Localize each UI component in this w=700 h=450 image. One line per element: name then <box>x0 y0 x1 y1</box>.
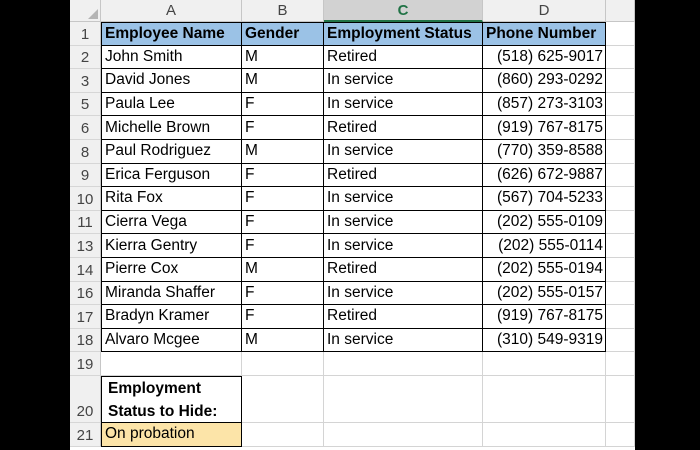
empty-cell[interactable] <box>606 305 635 329</box>
empty-cell[interactable] <box>483 423 606 447</box>
employment-status-cell[interactable]: Retired <box>324 116 483 140</box>
employment-status-cell[interactable]: In service <box>324 69 483 93</box>
empty-cell[interactable] <box>242 423 324 447</box>
row-header[interactable]: 11 <box>70 211 101 235</box>
table-row <box>70 211 635 235</box>
employee-name-cell[interactable]: Rita Fox <box>101 187 242 211</box>
row-header[interactable]: 3 <box>70 69 101 93</box>
employee-name-cell[interactable]: David Jones <box>101 69 242 93</box>
table-row <box>70 329 635 353</box>
gender-header[interactable]: Gender <box>242 22 324 46</box>
empty-cell[interactable] <box>606 376 635 423</box>
employee-name-cell[interactable]: Kierra Gentry <box>101 234 242 258</box>
empty-cell[interactable] <box>606 22 635 46</box>
grid-rows <box>70 22 635 447</box>
column-header-e[interactable] <box>606 0 635 22</box>
phone-number-cell[interactable]: (310) 549-9319 <box>483 329 606 353</box>
employee-name-cell[interactable]: Paul Rodriguez <box>101 140 242 164</box>
spreadsheet <box>70 0 635 450</box>
table-row <box>70 93 635 117</box>
employment-status-cell[interactable]: In service <box>324 187 483 211</box>
employee-name-cell[interactable]: Bradyn Kramer <box>101 305 242 329</box>
status-to-hide-input[interactable]: On probation <box>101 423 242 447</box>
employee-name-cell[interactable]: Michelle Brown <box>101 116 242 140</box>
table-row <box>70 69 635 93</box>
employee-name-header[interactable]: Employee Name <box>101 22 242 46</box>
empty-cell[interactable] <box>606 258 635 282</box>
table-row <box>70 22 635 46</box>
empty-cell[interactable] <box>606 282 635 306</box>
gender-cell[interactable]: M <box>242 46 324 70</box>
table-row <box>70 258 635 282</box>
employment-status-cell[interactable]: Retired <box>324 258 483 282</box>
filter-label-line-2: Status to Hide: <box>108 402 218 420</box>
empty-cell[interactable] <box>101 352 242 376</box>
row-header[interactable]: 14 <box>70 258 101 282</box>
row-header[interactable]: 8 <box>70 140 101 164</box>
empty-cell[interactable] <box>483 352 606 376</box>
employee-name-cell[interactable]: Alvaro Mcgee <box>101 329 242 353</box>
empty-cell[interactable] <box>606 423 635 447</box>
table-row <box>70 46 635 70</box>
employee-name-cell[interactable]: Paula Lee <box>101 93 242 117</box>
row-header[interactable]: 2 <box>70 46 101 70</box>
column-header-b[interactable]: B <box>242 0 324 22</box>
gender-cell[interactable]: M <box>242 329 324 353</box>
phone-number-cell[interactable]: (919) 767-8175 <box>483 305 606 329</box>
phone-number-cell[interactable]: (857) 273-3103 <box>483 93 606 117</box>
employment-status-cell[interactable]: Retired <box>324 305 483 329</box>
phone-number-cell[interactable]: (202) 555-0194 <box>483 258 606 282</box>
select-all-corner[interactable] <box>70 0 101 22</box>
employment-status-cell[interactable]: In service <box>324 211 483 235</box>
phone-number-cell[interactable]: (202) 555-0109 <box>483 211 606 235</box>
employment-status-cell[interactable]: In service <box>324 329 483 353</box>
empty-cell[interactable] <box>606 352 635 376</box>
empty-cell[interactable] <box>606 116 635 140</box>
row-header[interactable]: 9 <box>70 164 101 188</box>
employment-status-cell[interactable]: Retired <box>324 164 483 188</box>
row-header[interactable]: 1 <box>70 22 101 46</box>
gender-cell[interactable]: F <box>242 164 324 188</box>
table-row <box>70 187 635 211</box>
gender-cell[interactable]: F <box>242 116 324 140</box>
employment-status-cell[interactable]: In service <box>324 93 483 117</box>
empty-cell[interactable] <box>606 187 635 211</box>
gender-cell[interactable]: F <box>242 93 324 117</box>
employment-status-cell[interactable]: In service <box>324 234 483 258</box>
empty-cell[interactable] <box>242 352 324 376</box>
phone-number-cell[interactable]: (202) 555-0114 <box>483 234 606 258</box>
gender-cell[interactable]: F <box>242 282 324 306</box>
table-row <box>70 282 635 306</box>
row-header[interactable]: 20 <box>70 376 101 423</box>
gender-cell[interactable]: F <box>242 187 324 211</box>
employee-name-cell[interactable]: John Smith <box>101 46 242 70</box>
table-row <box>70 234 635 258</box>
employment-status-cell[interactable]: Retired <box>324 46 483 70</box>
filter-label-cell[interactable] <box>101 376 242 423</box>
employment-status-cell[interactable]: In service <box>324 282 483 306</box>
empty-cell[interactable] <box>606 46 635 70</box>
empty-cell[interactable] <box>606 69 635 93</box>
gender-cell[interactable]: F <box>242 305 324 329</box>
phone-number-cell[interactable]: (919) 767-8175 <box>483 116 606 140</box>
row-header[interactable]: 18 <box>70 329 101 353</box>
table-row <box>70 423 635 447</box>
empty-cell[interactable] <box>606 164 635 188</box>
row-header[interactable]: 21 <box>70 423 101 447</box>
phone-number-cell[interactable]: (567) 704-5233 <box>483 187 606 211</box>
empty-cell[interactable] <box>483 376 606 423</box>
empty-cell[interactable] <box>324 423 483 447</box>
phone-number-header[interactable]: Phone Number <box>483 22 606 46</box>
table-row <box>70 376 635 423</box>
employment-status-cell[interactable]: In service <box>324 140 483 164</box>
employee-name-cell[interactable]: Miranda Shaffer <box>101 282 242 306</box>
empty-cell[interactable] <box>606 329 635 353</box>
empty-cell[interactable] <box>324 376 483 423</box>
gender-cell[interactable]: F <box>242 211 324 235</box>
phone-number-cell[interactable]: (518) 625-9017 <box>483 46 606 70</box>
column-header-c[interactable]: C <box>324 0 483 22</box>
table-row <box>70 305 635 329</box>
phone-number-cell[interactable]: (860) 293-0292 <box>483 69 606 93</box>
table-row <box>70 116 635 140</box>
employee-name-cell[interactable]: Erica Ferguson <box>101 164 242 188</box>
gender-cell[interactable]: M <box>242 69 324 93</box>
row-header[interactable]: 10 <box>70 187 101 211</box>
empty-cell[interactable] <box>606 140 635 164</box>
phone-number-cell[interactable]: (770) 359-8588 <box>483 140 606 164</box>
empty-cell[interactable] <box>606 93 635 117</box>
employee-name-cell[interactable]: Pierre Cox <box>101 258 242 282</box>
row-header[interactable]: 16 <box>70 282 101 306</box>
column-header-d[interactable]: D <box>483 0 606 22</box>
gender-cell[interactable]: M <box>242 140 324 164</box>
empty-cell[interactable] <box>242 376 324 423</box>
empty-cell[interactable] <box>606 234 635 258</box>
column-headers <box>101 0 635 22</box>
table-row <box>70 140 635 164</box>
row-header[interactable]: 13 <box>70 234 101 258</box>
row-header[interactable]: 19 <box>70 352 101 376</box>
empty-cell[interactable] <box>324 352 483 376</box>
table-row <box>70 352 635 376</box>
gender-cell[interactable]: M <box>242 258 324 282</box>
column-header-a[interactable]: A <box>101 0 242 22</box>
phone-number-cell[interactable]: (202) 555-0157 <box>483 282 606 306</box>
gender-cell[interactable]: F <box>242 234 324 258</box>
row-header[interactable]: 17 <box>70 305 101 329</box>
empty-cell[interactable] <box>606 211 635 235</box>
phone-number-cell[interactable]: (626) 672-9887 <box>483 164 606 188</box>
select-all-triangle-icon <box>88 9 98 19</box>
table-row <box>70 164 635 188</box>
row-header[interactable]: 6 <box>70 116 101 140</box>
employment-status-header[interactable]: Employment Status <box>324 22 483 46</box>
employee-name-cell[interactable]: Cierra Vega <box>101 211 242 235</box>
filter-label-line-1: Employment <box>108 379 202 397</box>
row-header[interactable]: 5 <box>70 93 101 117</box>
